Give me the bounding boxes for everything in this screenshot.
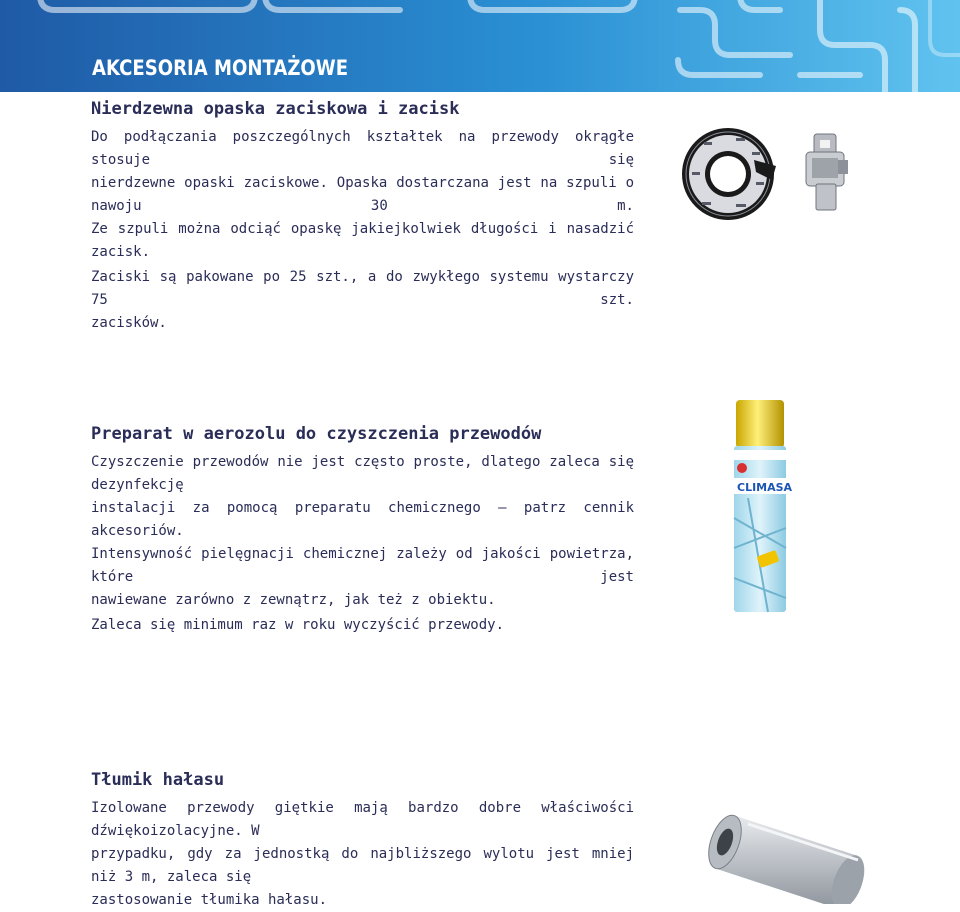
section-body-band-clamp <box>91 126 634 335</box>
paragraph-line: Czyszczenie przewodów nie jest często proste, dlatego zaleca się dezynfekcję <box>91 454 634 493</box>
band-reel-image <box>676 122 786 227</box>
paragraph-line: Zaciski są pakowane po 25 szt., a do zwykłego systemu wystarczy 75 szt. <box>91 269 634 308</box>
clamp-image <box>800 130 852 214</box>
header-banner <box>0 0 960 92</box>
paragraph-line: przypadku, gdy za jednostką do najbliższego wylotu jest mniej niż 3 m, zaleca się <box>91 846 634 885</box>
section-title-silencer: Tłumik hałasu <box>91 770 225 790</box>
paragraph-line: nierdzewne opaski zaciskowe. Opaska dostarczana jest na szpuli o nawoju 30 m. <box>91 175 634 214</box>
aerosol-can-image <box>728 398 792 614</box>
paragraph-line: Do podłączania poszczególnych kształtek na przewody okrągłe stosuje się <box>91 129 634 168</box>
can-brand-label: CLIMASA <box>737 481 792 494</box>
section-body-silencer <box>91 797 634 912</box>
silencer-image <box>708 784 890 904</box>
paragraph-line: instalacji za pomocą preparatu chemicznego – patrz cennik akcesoriów. <box>91 500 634 539</box>
page-title: AKCESORIA MONTAŻOWE <box>92 56 349 80</box>
paragraph-line: Izolowane przewody giętkie mają bardzo dobre właściwości dźwiękoizolacyjne. W <box>91 800 634 839</box>
paragraph-line: zastosowanie tłumika hałasu. <box>91 892 328 908</box>
section-body-aerosol <box>91 451 634 637</box>
paragraph-line: Intensywność pielęgnacji chemicznej zależy od jakości powietrza, które jest <box>91 546 634 585</box>
section-title-aerosol: Preparat w aerozolu do czyszczenia przewodów <box>91 424 542 444</box>
paragraph-line: Ze szpuli można odciąć opaskę jakiejkolwiek długości i nasadzić zacisk. <box>91 221 634 260</box>
paragraph-line: nawiewane zarówno z zewnątrz, jak też z obiektu. <box>91 592 496 608</box>
paragraph-line: zacisków. <box>91 315 167 331</box>
paragraph-line: Zaleca się minimum raz w roku wyczyścić przewody. <box>91 617 505 633</box>
section-title-band-clamp: Nierdzewna opaska zaciskowa i zacisk <box>91 99 460 119</box>
